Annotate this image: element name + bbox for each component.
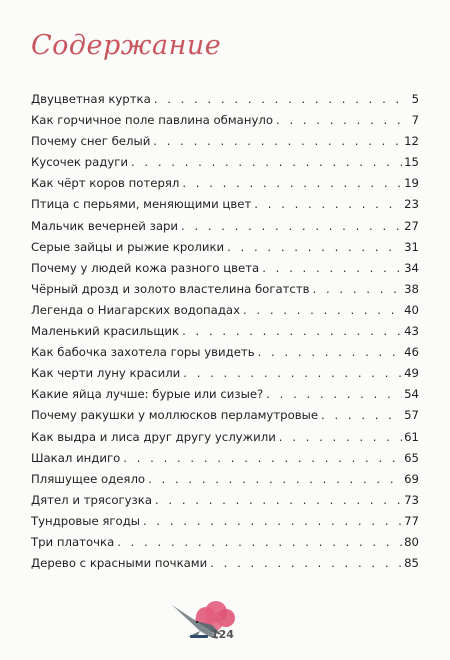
toc-entry-page: 65 bbox=[404, 450, 419, 465]
toc-entry bbox=[31, 110, 419, 131]
dot-leader bbox=[276, 110, 410, 131]
toc-entry-title: Как черти луну красили bbox=[31, 366, 181, 381]
toc-entry bbox=[31, 448, 419, 469]
toc-entry bbox=[31, 490, 419, 511]
dot-leader bbox=[148, 469, 402, 490]
toc-entry-page: 38 bbox=[404, 281, 419, 296]
toc-entry-page: 61 bbox=[404, 429, 419, 444]
toc-entry-page: 27 bbox=[404, 218, 419, 233]
toc-entry-page: 34 bbox=[404, 260, 419, 275]
toc-entry-page: 15 bbox=[404, 155, 419, 170]
toc-entry-page: 43 bbox=[404, 324, 419, 339]
dot-leader bbox=[262, 258, 402, 279]
dot-leader bbox=[182, 173, 402, 194]
toc-entry-title: Почему ракушки у моллюсков перламутровые bbox=[31, 408, 319, 423]
toc-entry-page: 49 bbox=[404, 366, 419, 381]
toc-entry bbox=[31, 321, 419, 342]
toc-entry bbox=[31, 511, 419, 532]
toc-entry-title: Почему у людей кожа разного цвета bbox=[31, 260, 260, 275]
dot-leader bbox=[266, 384, 402, 405]
toc-entry-title: Шакал индиго bbox=[31, 450, 121, 465]
toc-entry-title: Маленький красильщик bbox=[31, 324, 180, 339]
page-number: 124 bbox=[211, 628, 234, 641]
toc-entry-title: Как бабочка захотела горы увидеть bbox=[31, 345, 255, 360]
toc-entry-title: Дерево с красными почками bbox=[31, 556, 208, 571]
toc-entry-page: 73 bbox=[404, 492, 419, 507]
dot-leader bbox=[313, 279, 403, 300]
toc-entry bbox=[31, 258, 419, 279]
dot-leader bbox=[154, 89, 410, 110]
dot-leader bbox=[155, 490, 402, 511]
dot-leader bbox=[254, 194, 402, 215]
dot-leader bbox=[210, 553, 402, 574]
toc-entry-title: Почему снег белый bbox=[31, 134, 151, 149]
toc-entry bbox=[31, 237, 419, 258]
toc-entry-title: Кусочек радуги bbox=[31, 155, 128, 170]
toc-entry-title: Как горчичное поле павлина обмануло bbox=[31, 113, 274, 128]
dot-leader bbox=[123, 448, 402, 469]
dot-leader bbox=[258, 342, 403, 363]
toc-entry bbox=[31, 553, 419, 574]
toc-entry-page: 5 bbox=[411, 92, 419, 106]
toc-entry-title: Птица с перьями, меняющими цвет bbox=[31, 197, 252, 212]
toc-entry-title: Как выдра и лиса друг другу услужили bbox=[31, 429, 276, 444]
toc-entry bbox=[31, 405, 419, 426]
toc-entry bbox=[31, 469, 419, 490]
toc-entry bbox=[31, 152, 419, 173]
toc-entry bbox=[31, 342, 419, 363]
toc-entry-page: 40 bbox=[404, 302, 419, 317]
toc-entry-page: 85 bbox=[404, 556, 419, 571]
toc-entry bbox=[31, 216, 419, 237]
dot-leader bbox=[279, 427, 402, 448]
toc-entry-title: Серые зайцы и рыжие кролики bbox=[31, 239, 225, 254]
bird-on-pink-cloud-illustration bbox=[170, 591, 250, 651]
toc-entry bbox=[31, 300, 419, 321]
toc-entry-page: 19 bbox=[404, 176, 419, 191]
toc-entry-title: Тундровые ягоды bbox=[31, 513, 140, 528]
toc-entry-title: Как чёрт коров потерял bbox=[31, 176, 180, 191]
toc-entry-page: 12 bbox=[404, 134, 419, 149]
toc-entry-page: 57 bbox=[404, 408, 419, 423]
toc-entry-page: 46 bbox=[404, 345, 419, 360]
dot-leader bbox=[117, 532, 402, 553]
toc-entry-title: Мальчик вечерней зари bbox=[31, 218, 179, 233]
toc-entry-page: 54 bbox=[404, 387, 419, 402]
toc-entry-page: 31 bbox=[404, 239, 419, 254]
toc-entry-page: 77 bbox=[404, 513, 419, 528]
dot-leader bbox=[243, 300, 402, 321]
toc-entry-page: 80 bbox=[404, 534, 419, 549]
toc-entry-title: Три платочка bbox=[31, 534, 115, 549]
page-title: Содержание bbox=[31, 30, 222, 61]
toc-entry bbox=[31, 173, 419, 194]
toc-entry bbox=[31, 384, 419, 405]
dot-leader bbox=[143, 511, 402, 532]
dot-leader bbox=[131, 152, 402, 173]
dot-leader bbox=[181, 216, 402, 237]
toc-entry bbox=[31, 279, 419, 300]
toc-entry-page: 7 bbox=[411, 113, 419, 128]
dot-leader bbox=[153, 131, 402, 152]
toc-entry-title: Легенда о Ниагарских водопадах bbox=[31, 302, 240, 317]
dot-leader bbox=[183, 363, 402, 384]
toc-entry bbox=[31, 363, 419, 384]
toc-entry-title: Дятел и трясогузка bbox=[31, 492, 152, 507]
dot-leader bbox=[227, 237, 402, 258]
dot-leader bbox=[182, 321, 402, 342]
toc-entry-page: 69 bbox=[404, 471, 419, 486]
toc-entry-title: Двуцветная куртка bbox=[31, 92, 151, 106]
toc-entry bbox=[31, 194, 419, 215]
toc-entry-title: Какие яйца лучше: бурые или сизые? bbox=[31, 387, 264, 402]
toc-entry bbox=[31, 427, 419, 448]
toc-entry bbox=[31, 131, 419, 152]
toc-entry-page: 23 bbox=[404, 197, 419, 212]
toc-entry bbox=[31, 89, 419, 110]
toc-entry-title: Чёрный дрозд и золото властелина богатств bbox=[31, 281, 310, 296]
toc-entry bbox=[31, 532, 419, 553]
dot-leader bbox=[321, 405, 402, 426]
toc-entry-title: Пляшущее одеяло bbox=[31, 471, 146, 486]
table-of-contents bbox=[31, 89, 419, 574]
